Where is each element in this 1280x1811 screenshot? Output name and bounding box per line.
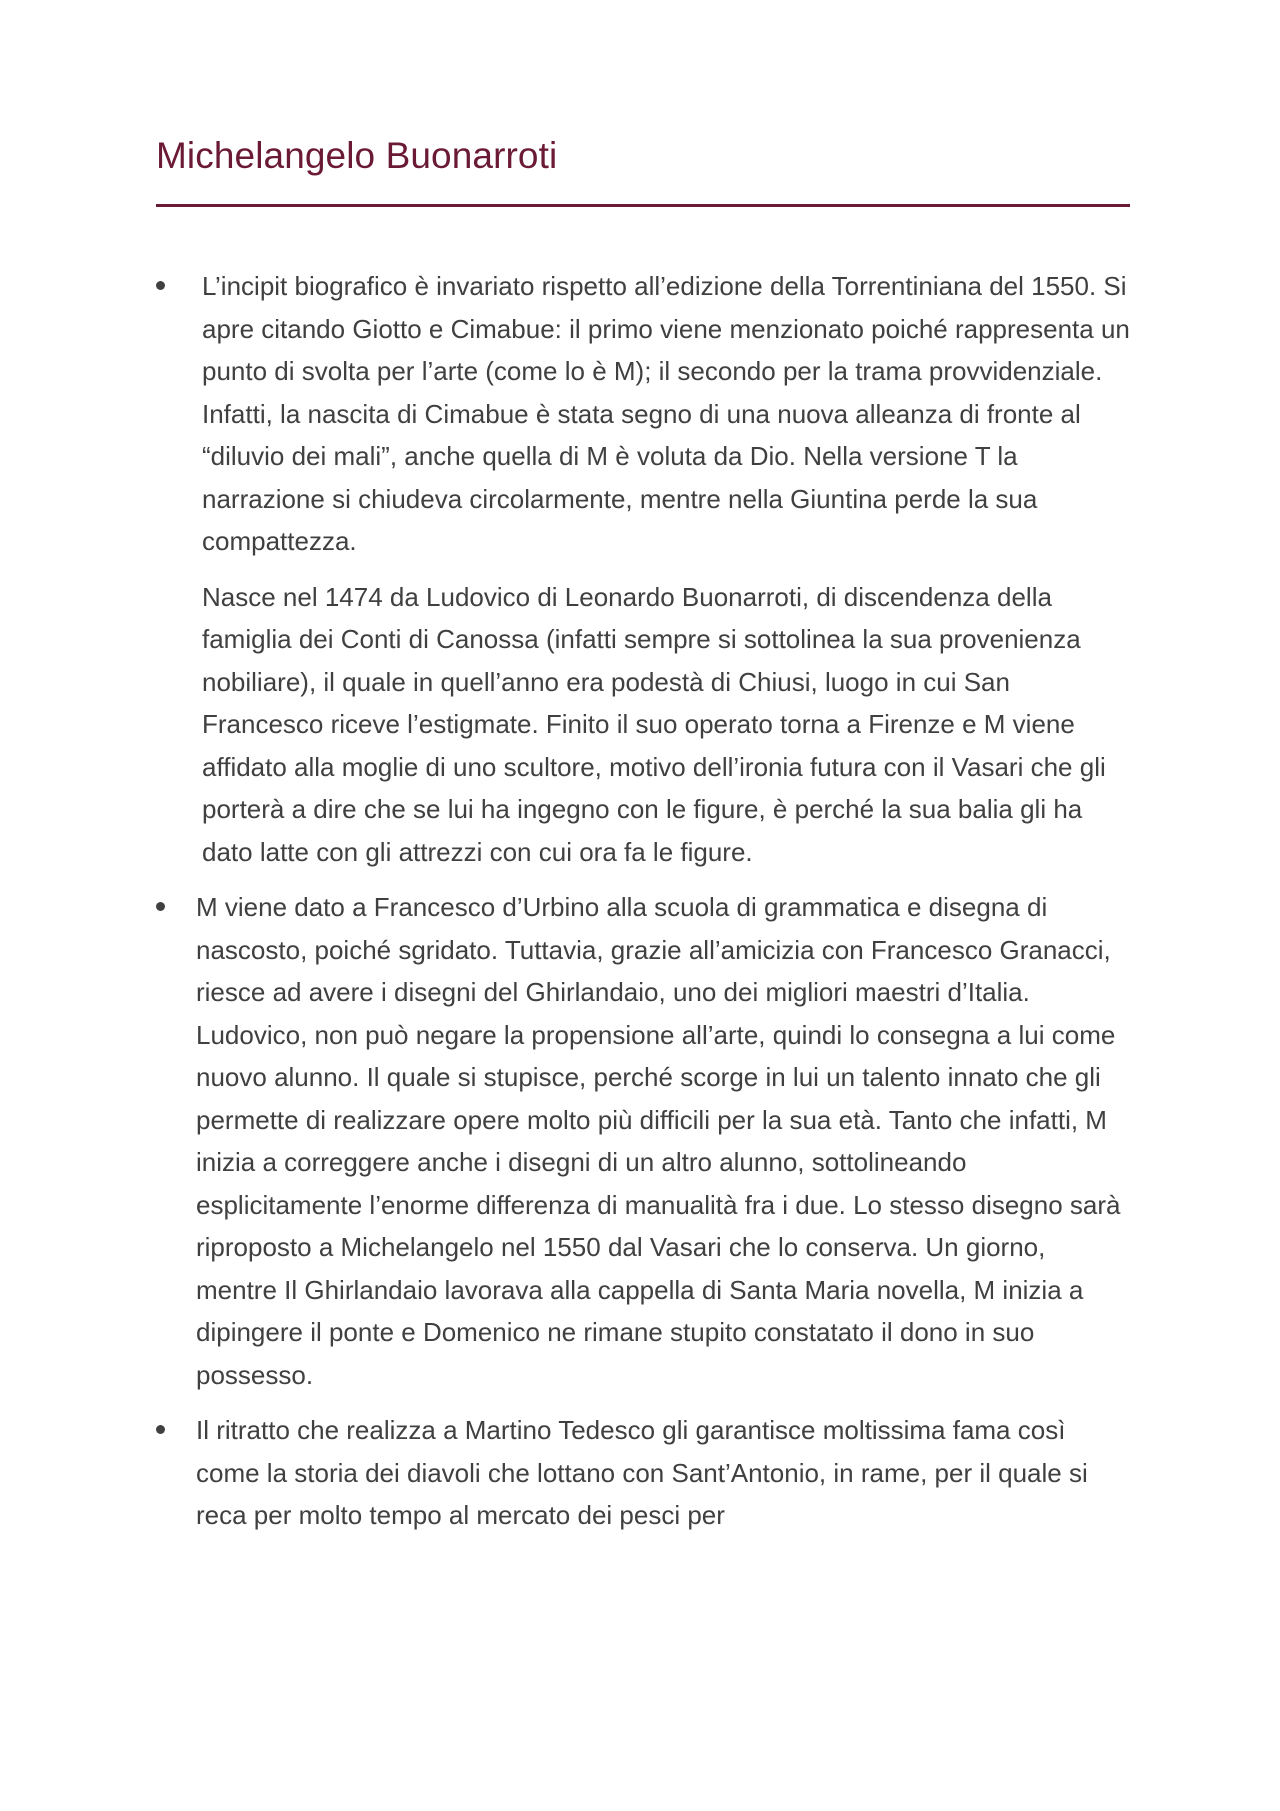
list-item-paragraph: Nasce nel 1474 da Ludovico di Leonardo Buonarroti, di discendenza della famiglia dei Conti di Canossa (infatti sempre si sottolinea la sua provenienza nobiliare), il quale in quell’anno era podestà di Chiusi, luogo in cui San Francesco riceve l’estigmate. Finito il suo operato torna a Firenze e M viene affidato alla moglie di uno scultore, motivo dell’ironia futura con il Vasari che gli porterà a dire che se lui ha ingegno con le figure, è perché la sua balia gli ha dato latte con gli attrezzi con cui ora fa le figure. (202, 581, 1106, 867)
list-item (156, 1409, 1130, 1537)
title-underline (156, 204, 1130, 207)
bullet-icon (156, 281, 165, 290)
list-item-paragraph: M viene dato a Francesco d’Urbino alla scuola di grammatica e disegna di nascosto, poiché sgridato. Tuttavia, grazie all’amicizia con Francesco Granacci, riesce ad avere i disegni del Ghirlandaio, uno dei migliori maestri d’Italia. Ludovico, non può negare la propensione all’arte, quindi lo consegna a lui come nuovo alunno. Il quale si stupisce, perché scorge in lui un talento innato che gli permette di realizzare opere molto più difficili per la sua età. Tanto che infatti, M inizia a correggere anche i disegni di un altro alunno, sottolineando esplicitamente l’enorme differenza di manualità fra i due. Lo stesso disegno sarà riproposto a Michelangelo nel 1550 dal Vasari che lo conserva. Un giorno, mentre Il Ghirlandaio lavorava alla cappella di Santa Maria novella, M inizia a dipingere il ponte e Domenico ne rimane stupito constatato il dono in suo possesso. (196, 892, 1121, 1390)
bullet-icon (156, 902, 165, 911)
list-item-paragraph: L’incipit biografico è invariato rispetto all’edizione della Torrentiniana del 1550. Si apre citando Giotto e Cimabue: il primo viene menzionato poiché rappresenta un punto di svolta per l’arte (come lo è M); il secondo per la trama provvidenziale. Infatti, la nascita di Cimabue è stata segno di una nuova alleanza di fronte al “diluvio dei mali”, anche quella di M è voluta da Dio. Nella versione T la narrazione si chiudeva circolarmente, mentre nella Giuntina perde la sua compattezza. (202, 271, 1130, 556)
document-title: Michelangelo Buonarroti (156, 135, 558, 176)
list-item-paragraph: Il ritratto che realizza a Martino Tedesco gli garantisce moltissima fama così come la storia dei diavoli che lottano con Sant’Antonio, in rame, per il quale si reca per molto tempo al mercato dei pesci per (196, 1415, 1088, 1530)
bullet-list (156, 265, 1130, 1537)
document-page (156, 128, 1130, 1550)
list-item (156, 265, 1130, 873)
bullet-icon (156, 1425, 165, 1434)
list-item (156, 886, 1130, 1396)
